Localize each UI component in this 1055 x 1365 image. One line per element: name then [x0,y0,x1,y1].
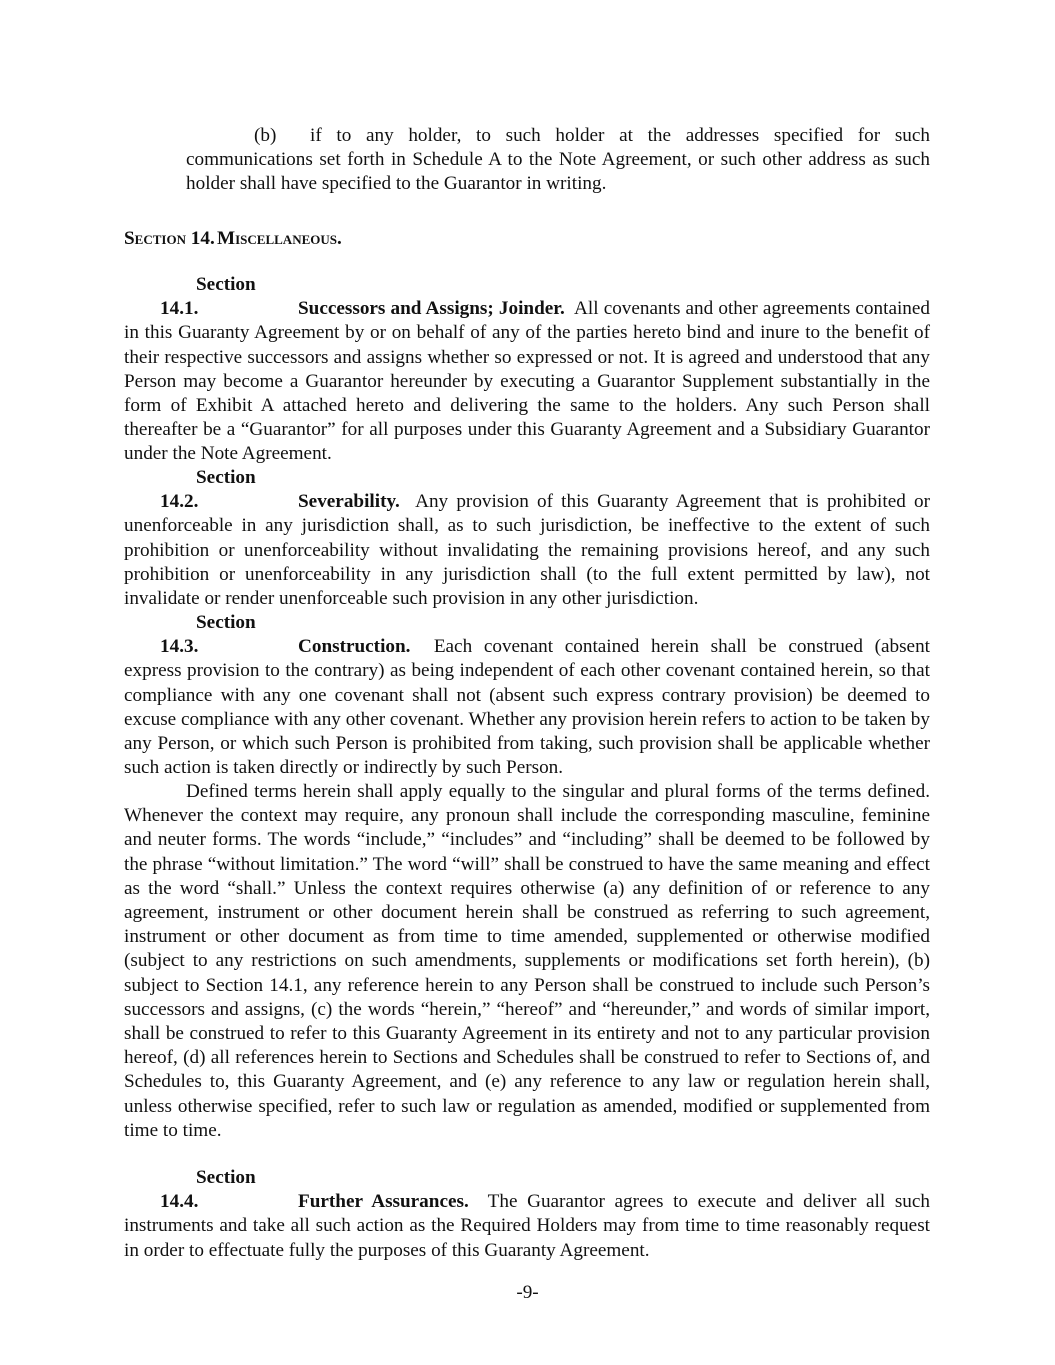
section-14-2-text: Any provision of this Guaranty Agreement that is prohibited or unenforceable in any jurisdiction shall, as to such jurisdiction, be ineffective to the extent of such prohibition or unenforceability without invalidating the remaining provisions hereof, and any such prohibition or unenforceability in any jurisdiction shall (to the full extent permitted by law), not invalidate or render unenforceable such provision in any other jurisdiction. [124,491,930,610]
section-14-3-title: Construction. [298,636,411,658]
section-14-3 [124,611,930,780]
section-14-1-text: All covenants and other agreements contained in this Guaranty Agreement by or on behalf of any of the parties hereto bind and inure to the benefit of their respective successors and assigns whether so expressed or not. It is agreed and understood that any Person may become a Guarantor hereunder by executing a Guarantor Supplement substantially in the form of Exhibit A attached hereto and delivering the same to the holders. Any such Person shall thereafter be a “Guarantor” for all purposes under this Guaranty Agreement and a Subsidiary Guarantor under the Note Agreement. [124,298,930,465]
section-14-4 [124,1166,930,1263]
section-14-3-text: Each covenant contained herein shall be construed (absent express provision to the contrary) as being independent of each other covenant contained herein, so that compliance with any one covenant shall not (absent such express contrary provision) be deemed to excuse compliance with any other covenant. Whether any provision herein refers to action to be taken by any Person, or which such Person is prohibited from taking, such provision shall be applicable whether such action is taken directly or indirectly by such Person. [124,636,930,779]
item-b-text: if to any holder, to such holder at the addresses specified for such communications set forth in Schedule A to the Note Agreement, or such other address as such holder shall have specified to the Guarantor in writing. [186,125,930,195]
section-14-4-title: Further Assurances. [298,1191,469,1213]
section-14-2-title: Severability. [298,491,400,513]
section-14-4-text: The Guarantor agrees to execute and deliver all such instruments and take all such action as the Required Holders may from time to time reasonably request in order to effectuate fully the purposes of this Guaranty Agreement. [124,1191,930,1261]
section-14-1-number: Section 14.1. [160,274,256,320]
section-14-1-title: Successors and Assigns; Joinder. [298,298,565,320]
section-14-3-number: Section 14.3. [160,612,256,658]
page-number: -9- [516,1282,539,1303]
section-14-heading [124,227,342,251]
section-14-1 [124,273,930,467]
section-14-4-number: Section 14.4. [160,1167,256,1213]
item-b-label: (b) [254,125,277,146]
section-14-number: Section 14. [124,228,215,249]
notice-item-b [186,124,930,197]
section-14-2 [124,466,930,611]
section-14-title: Miscellaneous. [217,228,342,249]
section-14-2-number: Section 14.2. [160,467,256,513]
section-14-3-defined-terms: Defined terms herein shall apply equally to the singular and plural forms of the terms defined. Whenever the context may require, any pronoun shall include the corresponding masculine, feminine and neuter forms. The words “include,” “includes” and “including” shall be deemed to be followed by the phrase “without limitation.” The word “will” shall be construed to have the same meaning and effect as the word “shall.” Unless the context requires otherwise (a) any definition of or reference to any agreement, instrument or other document herein shall be construed as referring to such agreement, instrument or other document as from time to time amended, supplemented or otherwise modified (subject to any restrictions on such amendments, supplements or modifications set forth herein), (b) subject to Section 14.1, any reference herein to any Person shall be construed to include such Person’s successors and assigns, (c) the words “herein,” “hereof” and “hereunder,” and words of similar import, shall be construed to refer to this Guaranty Agreement in its entirety and not to any particular provision hereof, (d) all references herein to Sections and Schedules shall be construed to refer to Sections of, and Schedules to, this Guaranty Agreement, and (e) any reference to any law or regulation herein shall, unless otherwise specified, refer to such law or regulation as amended, modified or supplemented from time to time. [124,781,930,1141]
